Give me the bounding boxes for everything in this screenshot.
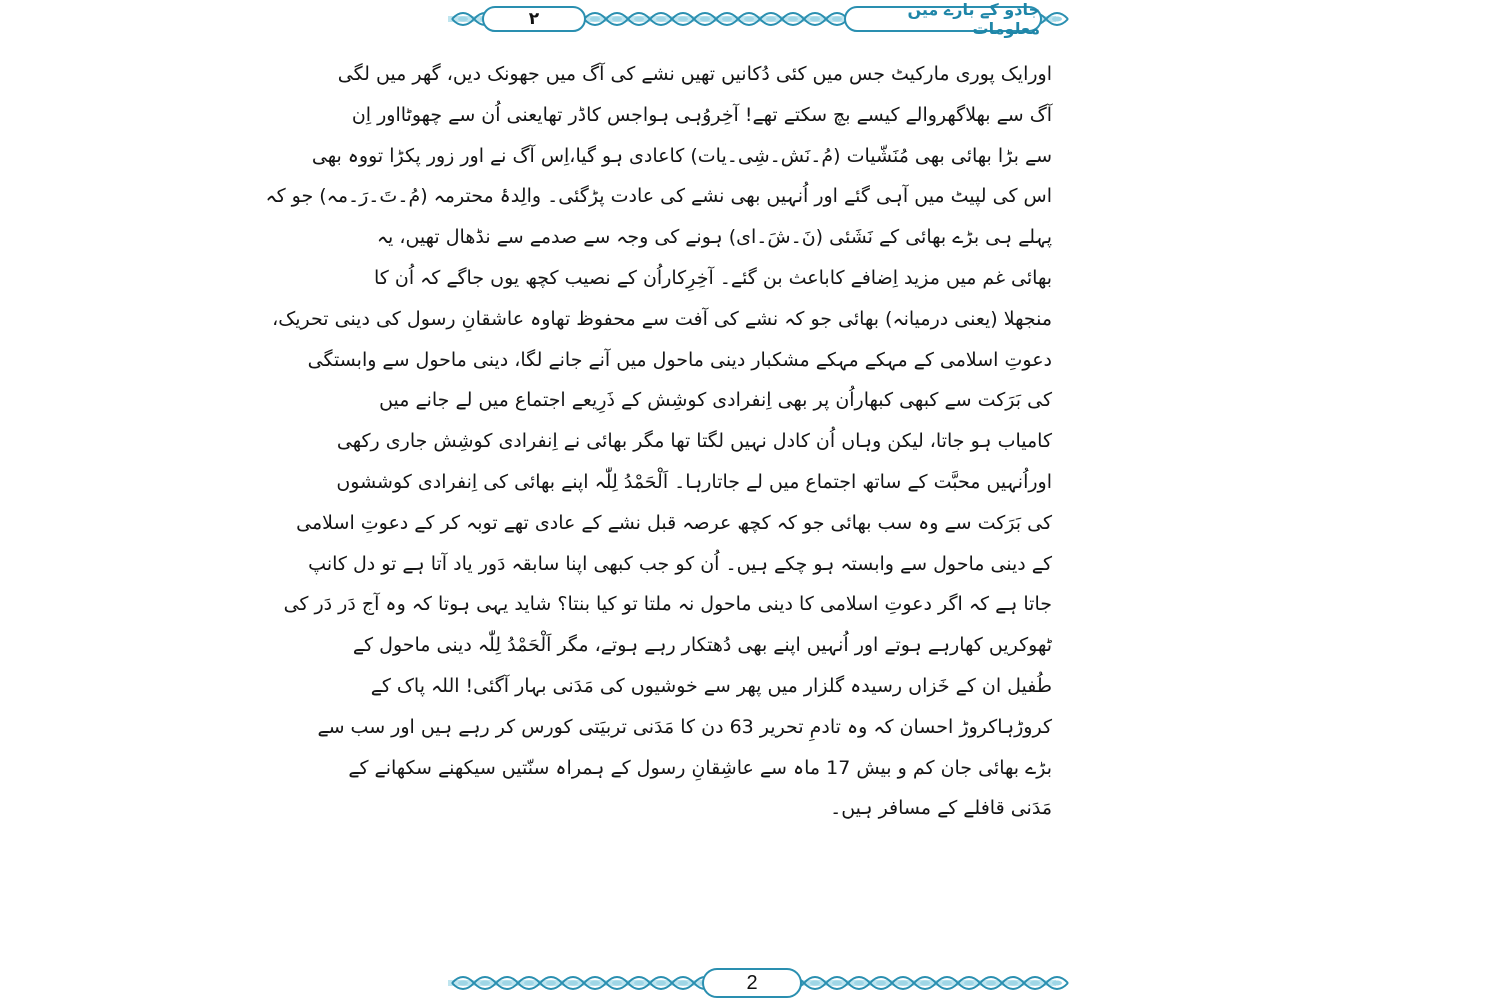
text-line: طُفیل ان کے خَزاں رسیدہ گلزار میں پھر سے خوشیوں کی مَدَنی بہار آگئی! اللہ پاک کے [370, 674, 1052, 697]
text-line: منجھلا (یعنی درمیانہ) بھائی جو کہ نشے کی آفت سے محفوظ تھاوہ عاشقانِ رسول کی دینی تحریک، [272, 307, 1052, 330]
text-line: بھائی غم میں مزید اِضافے کاباعث بن گئے۔ آخِرِکاراُن کے نصیب کچھ یوں جاگے کہ اُن کا [374, 266, 1052, 289]
page-header [448, 0, 1056, 38]
text-line: بڑے بھائی جان کم و بیش 17 ماہ سے عاشِقانِ رسول کے ہمراہ سنّتیں سیکھنے سکھانے کے [348, 756, 1052, 779]
page-footer [448, 964, 1056, 1000]
text-line: مَدَنی قافلے کے مسافر ہیں۔ [830, 797, 1052, 820]
header-title: جادو کے بارے میں معلومات [844, 6, 1042, 32]
header-page-number: ۲ [482, 6, 586, 32]
text-line: دعوتِ اسلامی کے مہکے مہکے مشکبار دینی ماحول میں آنے جانے لگا، دینی ماحول سے وابستگی [307, 348, 1052, 371]
text-line: اس کی لپیٹ میں آہی گئے اور اُنہیں بھی نشے کی عادت پڑگئی۔ والِدۂ محترمہ (مُ۔تَ۔رَ۔مہ) جو کہ [265, 185, 1052, 208]
text-line: کروڑہاکروڑ احسان کہ وہ تادمِ تحریر 63 دن کا مَدَنی تربیَتی کورس کر رہے ہیں اور سب سے [317, 715, 1052, 738]
text-line: کامیاب ہو جاتا، لیکن وہاں اُن کادل نہیں لگتا تھا مگر بھائی نے اِنفرادی کوشِش جاری رکھی [336, 430, 1052, 453]
text-line: جاتا ہے کہ اگر دعوتِ اسلامی کا دینی ماحول نہ ملتا تو کیا بنتا؟ شاید یہی ہوتا کہ وہ آج دَر دَر کی [283, 593, 1052, 616]
text-line: اورایک پوری مارکیٹ جس میں کئی دُکانیں تھیں نشے کی آگ میں جھونک دیں، گھر میں لگی [337, 63, 1052, 85]
text-line: کے دینی ماحول سے وابستہ ہو چکے ہیں۔ اُن کو جب کبھی اپنا سابقہ دَور یاد آتا ہے تو دل کانپ [308, 552, 1052, 575]
text-line: کی بَرَکت سے کبھی کبھاراُن پر بھی اِنفرادی کوشِش کے ذَرِیعے اجتماع میں لے جانے میں [379, 389, 1052, 412]
text-line: آگ سے بھلاگھروالے کیسے بچ سکتے تھے! آخِروُہی ہواجس کاڈر تھایعنی اُن سے چھوٹااور اِن [351, 103, 1052, 126]
text-line: سے بڑا بھائی بھی مُنَشّیات (مُ۔نَش۔شِی۔یات) کاعادی ہو گیا،اِس آگ نے اور زور پکڑا تووہ بھی [311, 144, 1052, 167]
text-line: ٹھوکریں کھارہے ہوتے اور اُنہیں اپنے بھی دُھتکار رہے ہوتے، مگر اَلْحَمْدُ لِلّٰہ دینی ماحول کے [352, 634, 1052, 657]
text-line: اوراُنہیں محبَّت کے ساتھ اجتماع میں لے جاتارہا۔ اَلْحَمْدُ لِلّٰہ اپنے بھائی کی اِنفرادی کوششوں [336, 470, 1052, 493]
body-text [265, 54, 1052, 829]
text-line: کی بَرَکت سے وہ سب بھائی جو کہ کچھ عرصہ قبل نشے کے عادی تھے توبہ کر کے دعوتِ اسلامی [296, 511, 1052, 534]
footer-page-number: 2 [702, 968, 802, 998]
document-page [265, 0, 1056, 1000]
text-line: پہلے ہی بڑے بھائی کے نَشَئی (نَ۔شَ۔ای) ہونے کی وجہ سے صدمے سے نڈھال تھیں، یہ [376, 226, 1052, 249]
